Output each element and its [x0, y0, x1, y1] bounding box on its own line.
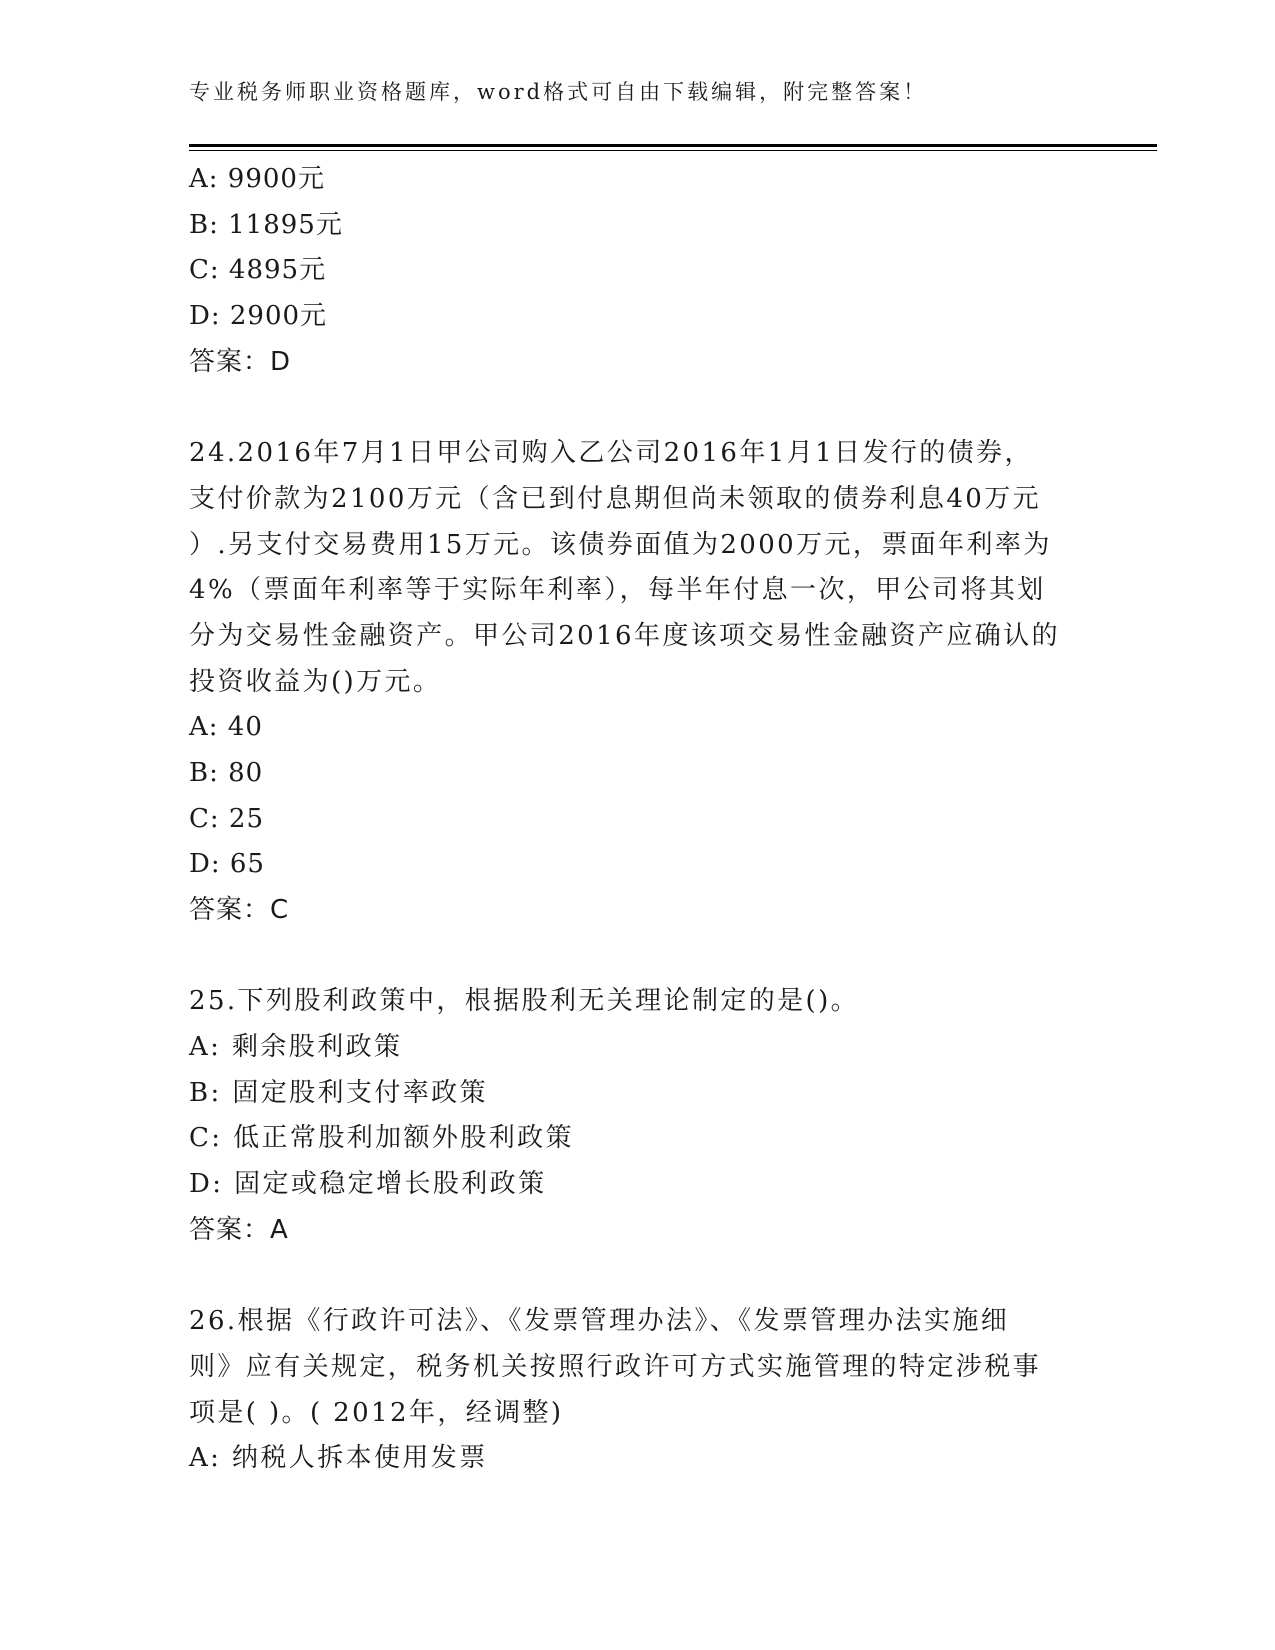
question-text-line: 项是( )。( 2012年，经调整) [189, 1397, 564, 1428]
option-b: B: 11895元 [189, 209, 343, 240]
answer-line: 答案：C [189, 895, 290, 925]
option-d: D: 2900元 [189, 301, 328, 332]
header-rule-thick [189, 144, 1157, 147]
question-text-line: 25.下列股利政策中，根据股利无关理论制定的是()。 [189, 986, 860, 1017]
question-text-line: 则》应有关规定，税务机关按照行政许可方式实施管理的特定涉税事 [189, 1351, 1042, 1382]
option-c: C: 低正常股利加额外股利政策 [189, 1123, 574, 1154]
option-b: B: 固定股利支付率政策 [189, 1077, 488, 1108]
answer-line: 答案：D [189, 346, 292, 377]
header-rule-thin [189, 150, 1157, 151]
option-a: A: 40 [189, 712, 263, 743]
option-a: A: 纳税人拆本使用发票 [189, 1443, 488, 1474]
question-text-line: 24.2016年7月1日甲公司购入乙公司2016年1月1日发行的债券， [189, 438, 1033, 469]
question-text-line: 支付价款为2100万元（含已到付息期但尚未领取的债券利息40万元 [189, 483, 1042, 514]
spacer [189, 934, 1089, 980]
document-body [189, 157, 1089, 1482]
question-26 [189, 1299, 1089, 1482]
option-d: D: 固定或稳定增长股利政策 [189, 1169, 547, 1200]
option-a: A: 剩余股利政策 [189, 1032, 403, 1063]
option-a: A: 9900元 [189, 164, 325, 194]
question-text-line: 4%（票面年利率等于实际年利率），每半年付息一次，甲公司将其划 [189, 575, 1046, 606]
prev-question-options [189, 157, 1089, 340]
spacer [189, 1254, 1089, 1300]
option-d: D: 65 [189, 849, 265, 880]
option-b: B: 80 [189, 757, 264, 788]
spacer [189, 385, 1089, 431]
answer-line: 答案：A [189, 1214, 289, 1245]
option-c: C: 25 [189, 803, 265, 834]
question-text-line: 投资收益为()万元。 [189, 666, 442, 697]
page-header: 专业税务师职业资格题库，word格式可自由下载编辑，附完整答案！ [189, 80, 928, 104]
question-text-line: ）.另支付交易费用15万元。该债券面值为2000万元，票面年利率为 [189, 529, 1052, 560]
question-25 [189, 979, 1089, 1253]
option-c: C: 4895元 [189, 255, 327, 286]
question-24 [189, 431, 1089, 934]
question-text-line: 分为交易性金融资产。甲公司2016年度该项交易性金融资产应确认的 [189, 620, 1060, 651]
question-text-line: 26.根据《行政许可法》、《发票管理办法》、《发票管理办法实施细 [189, 1306, 1010, 1337]
